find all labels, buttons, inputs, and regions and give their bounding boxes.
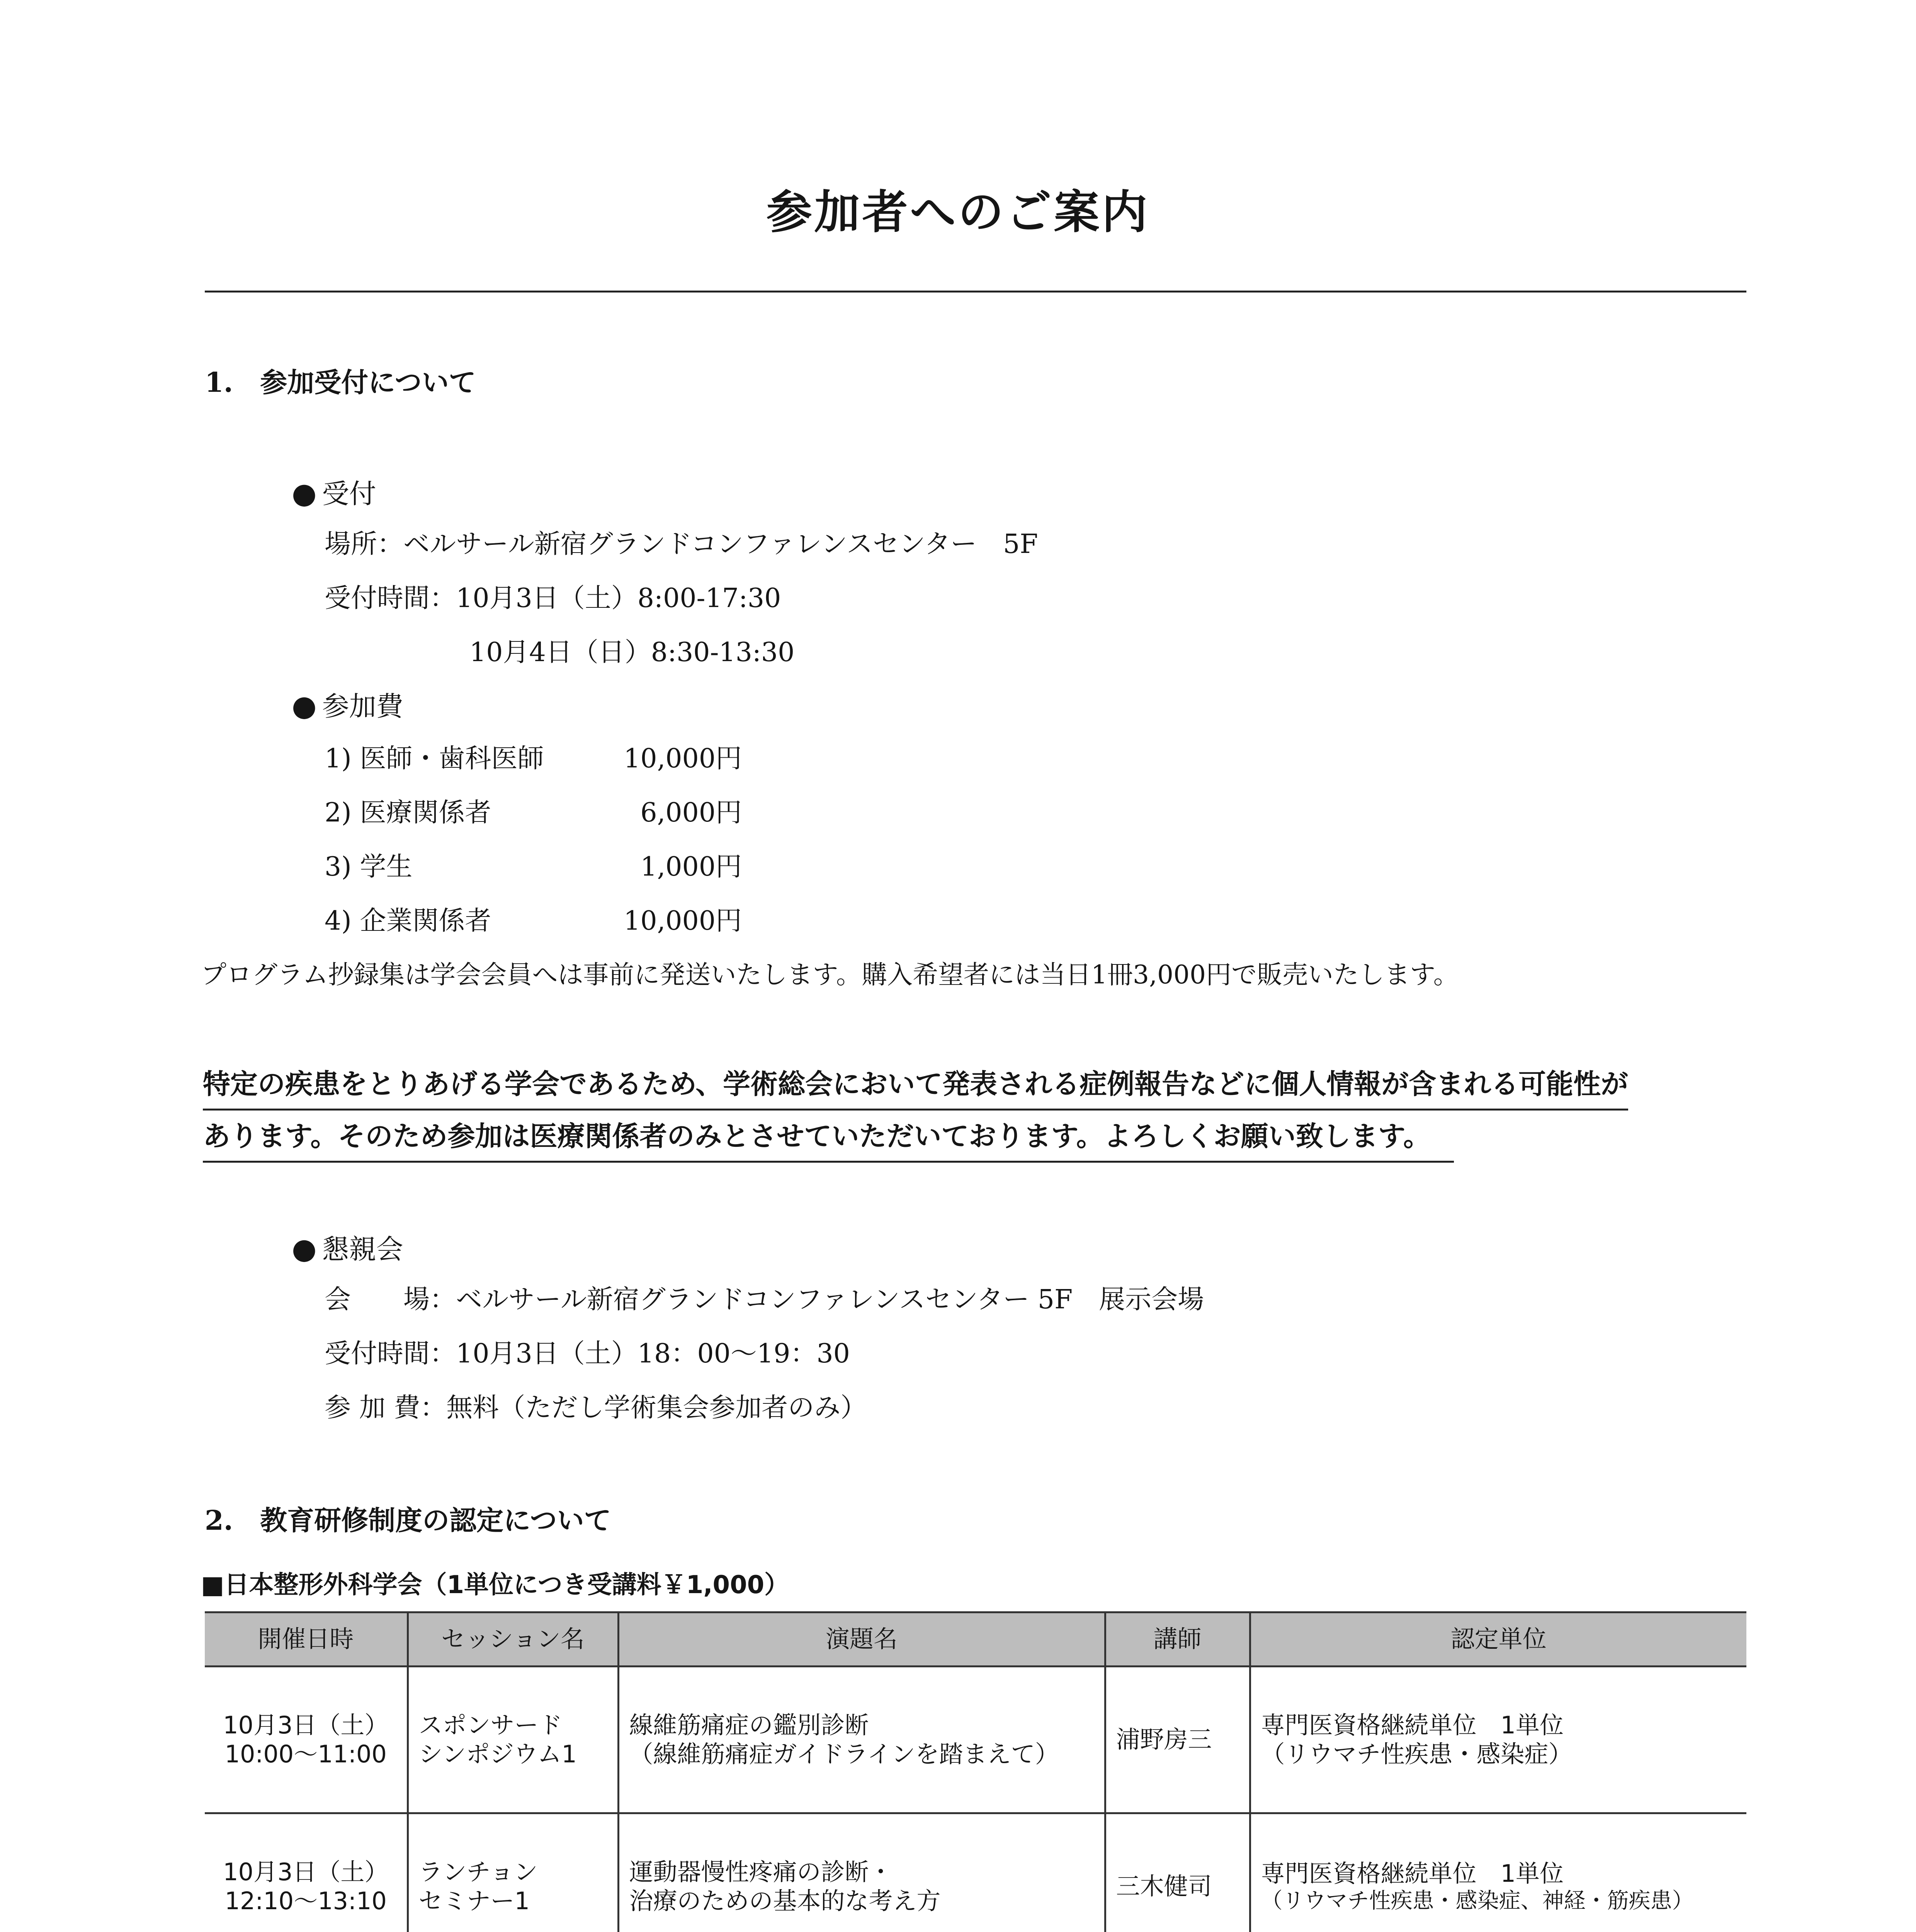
cell-date: 10月3日（土） 12:10～13:10 xyxy=(205,1813,408,1932)
table-row xyxy=(205,1813,1746,1932)
party-heading xyxy=(292,1232,403,1265)
fee-item-amount: 1,000円 xyxy=(640,852,742,882)
column-header-session: セッション名 xyxy=(408,1612,618,1667)
cell-lecturer: 浦野房三 xyxy=(1105,1667,1250,1813)
cell-session: ランチョン セミナー1 xyxy=(408,1813,618,1932)
fee-item-label: 3) 学生 xyxy=(325,852,413,882)
column-header-credit: 認定単位 xyxy=(1250,1612,1746,1667)
fees-heading xyxy=(292,689,403,723)
cell-session: スポンサード シンポジウム1 xyxy=(408,1667,618,1813)
notice-line-1: 特定の疾患をとりあげる学会であるため、学術総会において発表される症例報告などに個人情報が含まれる可能性が xyxy=(203,1070,1628,1111)
cell-credit: 専門医資格継続単位 1単位 （リウマチ性疾患・感染症） xyxy=(1250,1667,1746,1813)
section-2-heading: 2. 教育研修制度の認定について xyxy=(205,1504,611,1536)
cell-title: 線維筋痛症の鑑別診断 （線維筋痛症ガイドラインを踏まえて） xyxy=(618,1667,1105,1813)
fee-item-label: 2) 医療関係者 xyxy=(325,798,491,828)
bullet-icon: ● xyxy=(292,477,317,510)
column-header-title: 演題名 xyxy=(618,1612,1105,1667)
notice-line-2: あります。そのため参加は医療関係者のみとさせていただいております。よろしくお願い致します。 xyxy=(203,1122,1454,1163)
bullet-icon: ● xyxy=(292,1232,317,1265)
party-heading-label: 懇親会 xyxy=(322,1233,403,1265)
cell-lecturer: 三木健司 xyxy=(1105,1813,1250,1932)
reception-place: 場所：ベルサール新宿グランドコンファレンスセンター 5F xyxy=(325,529,1038,560)
fee-item-label: 1) 医師・歯科医師 xyxy=(325,743,544,774)
column-header-date: 開催日時 xyxy=(205,1612,408,1667)
program-note: プログラム抄録集は学会会員へは事前に発送いたします。購入希望者には当日1冊3,000円で販売いたします。 xyxy=(201,960,1459,990)
fee-item-amount: 10,000円 xyxy=(624,906,742,936)
bullet-icon: ● xyxy=(292,689,317,723)
cell-date: 10月3日（土） 10:00～11:00 xyxy=(205,1667,408,1813)
credit-table xyxy=(205,1611,1746,1932)
reception-time-1: 受付時間：10月3日（土）8:00-17:30 xyxy=(325,583,781,614)
fee-item-amount: 10,000円 xyxy=(624,743,742,774)
reception-heading-label: 受付 xyxy=(322,478,376,510)
fee-item-label: 4) 企業関係者 xyxy=(325,906,491,936)
cell-credit: 専門医資格継続単位 1単位 （リウマチ性疾患・感染症、神経・筋疾患） xyxy=(1250,1813,1746,1932)
fees-heading-label: 参加費 xyxy=(322,690,403,722)
party-fee: 参 加 費：無料（ただし学術集会参加者のみ） xyxy=(325,1393,867,1423)
fee-item-amount: 6,000円 xyxy=(640,798,742,828)
party-venue: 会 場：ベルサール新宿グランドコンファレンスセンター 5F 展示会場 xyxy=(325,1284,1204,1315)
table-label: ■日本整形外科学会（1単位につき受講料￥1,000） xyxy=(201,1571,789,1599)
section-1-heading: 1. 参加受付について xyxy=(205,366,476,398)
column-header-lecturer: 講師 xyxy=(1105,1612,1250,1667)
reception-heading xyxy=(292,479,376,508)
table-header-row xyxy=(205,1612,1746,1667)
table-row xyxy=(205,1667,1746,1813)
page-title: 参加者へのご案内 xyxy=(766,185,1150,239)
reception-time-2: 10月4日（日）8:30-13:30 xyxy=(469,637,795,668)
cell-title: 運動器慢性疼痛の診断・ 治療のための基本的な考え方 xyxy=(618,1813,1105,1932)
title-divider xyxy=(205,291,1746,293)
party-time: 受付時間：10月3日（土）18：00～19：30 xyxy=(325,1338,850,1369)
